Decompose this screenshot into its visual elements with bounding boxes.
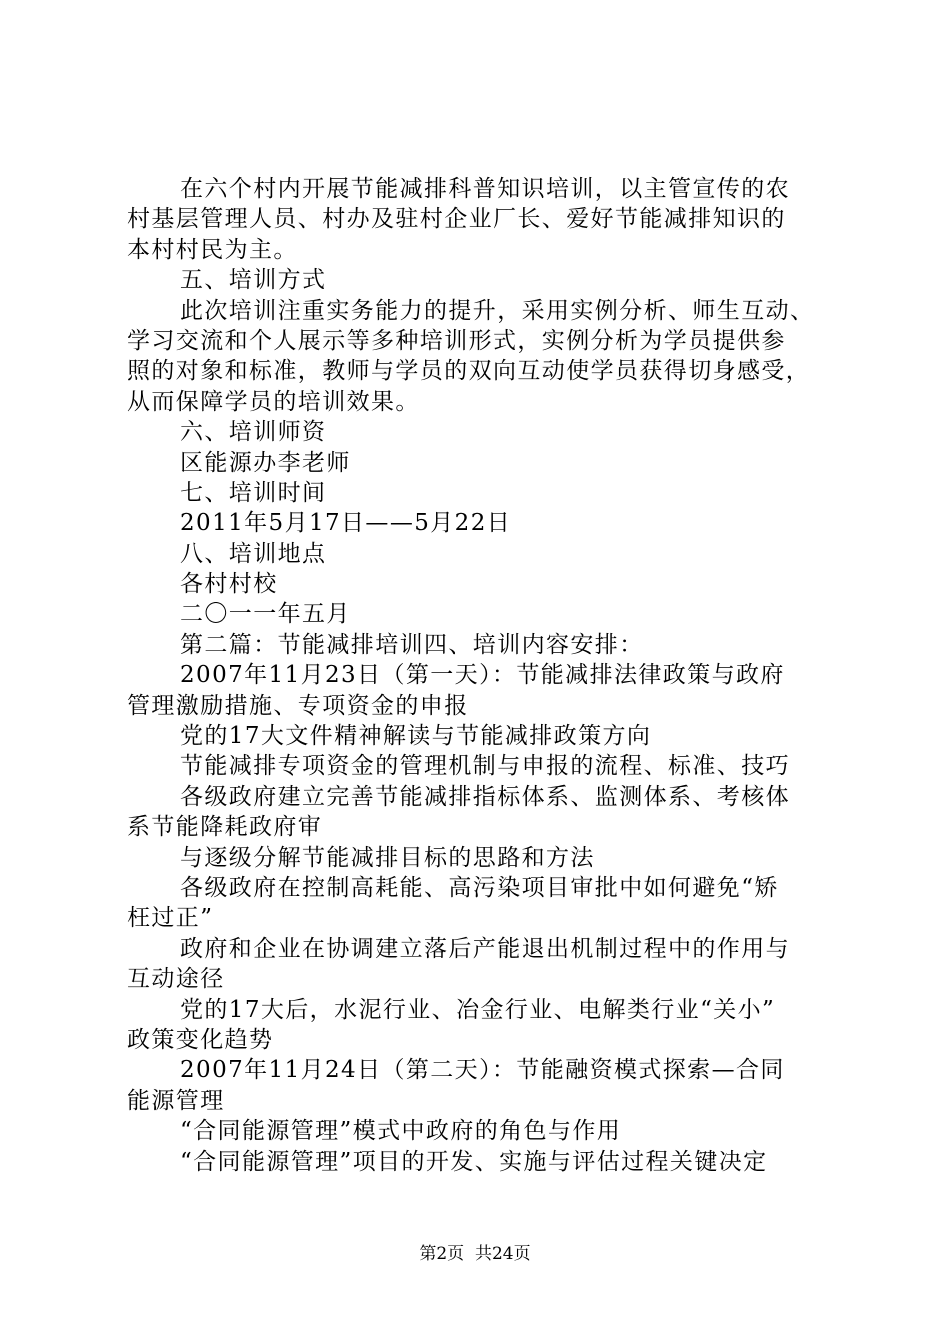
page-footer: 第2页 共24页 — [419, 1244, 531, 1264]
text-line: 从而保障学员的培训效果。 — [127, 388, 420, 415]
text-line: 二〇一一年五月 — [180, 601, 351, 628]
text-line: 与逐级分解节能减排目标的思路和方法 — [180, 844, 595, 871]
text-line: 政策变化趋势 — [127, 1026, 274, 1053]
text-line: 2007年11月24日（第二天）：节能融资模式探索—合同 — [180, 1057, 785, 1084]
text-line: 此次培训注重实务能力的提升，采用实例分析、师生互动、 — [180, 297, 815, 324]
text-line: 各村村校 — [180, 571, 278, 598]
text-line: 学习交流和个人展示等多种培训形式，实例分析为学员提供参 — [127, 327, 786, 354]
text-line: 各级政府在控制高耗能、高污染项目审批中如何避免“矫 — [180, 874, 779, 901]
text-line: 系节能降耗政府审 — [127, 814, 323, 841]
text-line: “合同能源管理”项目的开发、实施与评估过程关键决定 — [180, 1148, 768, 1175]
text-line: 互动途径 — [127, 966, 225, 993]
text-line: 枉过正” — [127, 905, 214, 932]
text-line: 政府和企业在协调建立落后产能退出机制过程中的作用与 — [180, 935, 790, 962]
text-line: 七、培训时间 — [180, 479, 327, 506]
text-line: 八、培训地点 — [180, 540, 327, 567]
text-line: 六、培训师资 — [180, 419, 327, 446]
text-line: 党的17大后，水泥行业、冶金行业、电解类行业“关小” — [180, 996, 776, 1023]
text-line: 在六个村内开展节能减排科普知识培训，以主管宣传的农 — [180, 176, 790, 202]
text-line: 本村村民为主。 — [127, 236, 298, 263]
text-line: 能源管理 — [127, 1087, 225, 1114]
text-line: 照的对象和标准，教师与学员的双向互动使学员获得切身感受， — [127, 358, 811, 385]
document-body — [127, 174, 839, 1177]
text-line: 村基层管理人员、村办及驻村企业厂长、爱好节能减排知识的 — [127, 206, 786, 233]
text-line: 党的17大文件精神解读与节能减排政策方向 — [180, 723, 652, 750]
text-line: 2011年5月17日——5月22日 — [180, 510, 512, 537]
text-line: 管理激励措施、专项资金的申报 — [127, 692, 469, 719]
text-line: 各级政府建立完善节能减排指标体系、监测体系、考核体 — [180, 783, 790, 810]
text-line: 第二篇：节能减排培训四、培训内容安排： — [180, 631, 644, 658]
text-line: 区能源办李老师 — [180, 449, 351, 476]
text-line: 节能减排专项资金的管理机制与申报的流程、标准、技巧 — [180, 753, 790, 780]
text-line: “合同能源管理”模式中政府的角色与作用 — [180, 1118, 622, 1145]
text-line: 五、培训方式 — [180, 267, 327, 294]
text-line: 2007年11月23日（第一天）：节能减排法律政策与政府 — [180, 662, 785, 689]
